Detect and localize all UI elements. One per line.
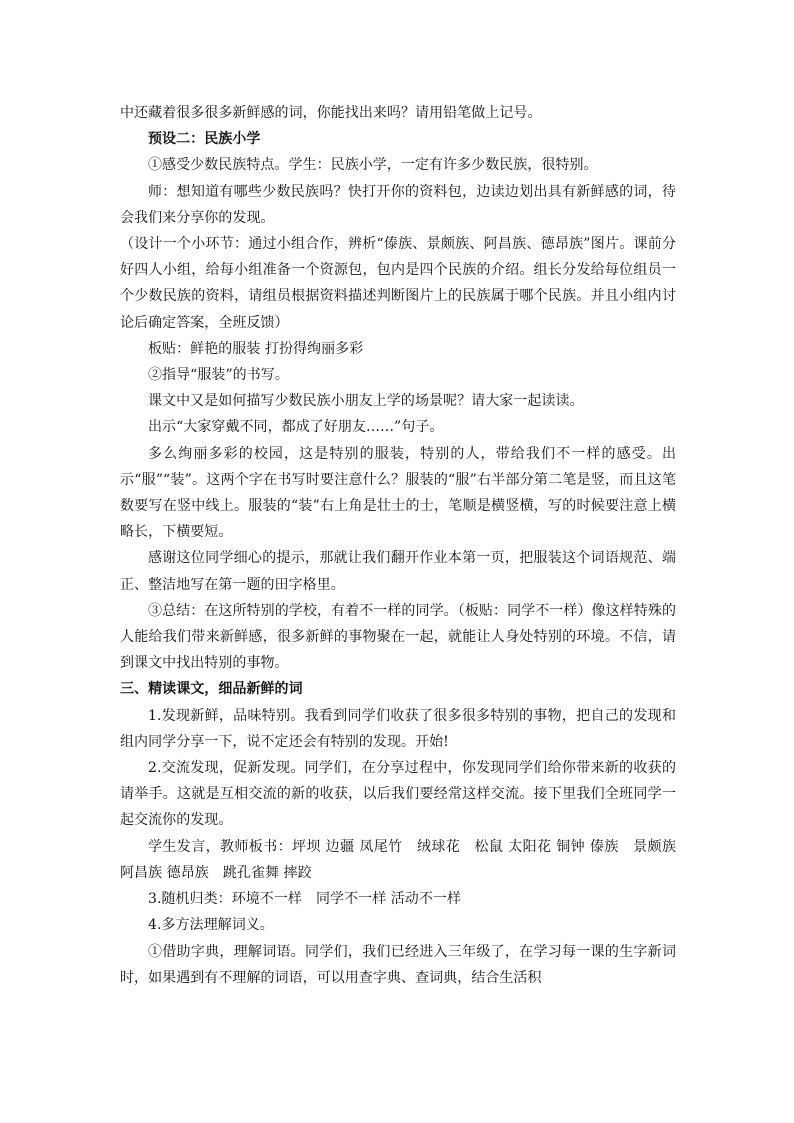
paragraph-board-note-clothing: 板贴：鲜艳的服装 打扮得绚丽多彩 xyxy=(148,340,364,357)
section-three-heading: 三、精读课文，细品新鲜的词 xyxy=(120,681,303,698)
paragraph-show-sentence: 出示“大家穿戴不同，都成了好朋友……”句子。 xyxy=(148,419,444,436)
paragraph-character-writing: 多么绚丽多彩的校园，这是特别的服装，特别的人，带给我们不一样的感受。出示“服”“装”。这两个字在书写时要注意什么？服装的“服”右半部分第二笔是竖，而且这笔数要写在竖中线上。服装的“装”右上角是壮士的士，笔顺是横竖横，写的时候要注意上横略长，下横要短。 xyxy=(120,445,676,541)
paragraph-minority-features: ①感受少数民族特点。学生：民族小学，一定有许多少数民族，很特别。 xyxy=(148,157,598,174)
paragraph-text-question: 课文中又是如何描写少数民族小朋友上学的场景呢？请大家一起读读。 xyxy=(148,393,584,410)
paragraph-step-3: 3.随机归类：环境不一样 同学不一样 活动不一样 xyxy=(148,891,462,908)
paragraph-step-1: 1.发现新鲜，品味特别。我看到同学们收获了很多很多特别的事物，把自己的发现和组内同学分享一下，说不定还会有特别的发现。开始! xyxy=(120,707,676,750)
paragraph-board-words: 学生发言，教师板书：坪坝 边疆 凤尾竹 绒球花 松鼠 太阳花 铜钟 傣族 景颇族 阿昌族 德昂族 跳孔雀舞 摔跤 xyxy=(120,838,691,881)
paragraph-teacher-question: 师：想知道有哪些少数民族吗？快打开你的资料包，边读边划出具有新鲜感的词，待会我们来分享你的发现。 xyxy=(120,183,676,226)
preset-two-heading: 预设二：民族小学 xyxy=(148,131,261,148)
paragraph-writing-guide: ②指导“服装”的书写。 xyxy=(148,367,289,384)
document-body xyxy=(120,100,691,991)
paragraph-dictionary: ①借助字典，理解词语。同学们，我们已经进入三年级了，在学习每一课的生字新词时，如果遇到有不理解的词语，可以用查字典、查词典，结合生活积 xyxy=(120,943,676,986)
paragraph-summary: ③总结：在这所特别的学校，有着不一样的同学。（板贴：同学不一样）像这样特殊的人能给我们带来新鲜感，很多新鲜的事物聚在一起，就能让人身处特别的环境。不信，请到课文中找出特别的事物。 xyxy=(120,602,676,672)
paragraph-workbook: 感谢这位同学细心的提示，那就让我们翻开作业本第一页，把服装这个词语规范、端正、整洁地写在第一题的田字格里。 xyxy=(120,550,676,593)
paragraph-step-2: 2.交流发现，促新发现。同学们，在分享过程中，你发现同学们给你带来新的收获的请举手。这就是互相交流的新的收获，以后我们要经常这样交流。接下里我们全班同学一起交流你的发现。 xyxy=(120,760,676,829)
paragraph-step-4: 4.多方法理解词义。 xyxy=(148,917,274,934)
paragraph-design-note: （设计一个小环节：通过小组合作，辨析“傣族、景颇族、阿昌族、德昂族”图片。课前分好四人小组，给每小组准备一个资源包，包内是四个民族的介绍。组长分发给每位组员一个少数民族的资料，请组员根据资料描述判断图片上的民族属于哪个民族。并且小组内讨论后确定答案，全班反馈） xyxy=(120,236,676,331)
paragraph-continued: 中还藏着很多很多新鲜感的词，你能找出来吗？请用铅笔做上记号。 xyxy=(120,105,542,121)
